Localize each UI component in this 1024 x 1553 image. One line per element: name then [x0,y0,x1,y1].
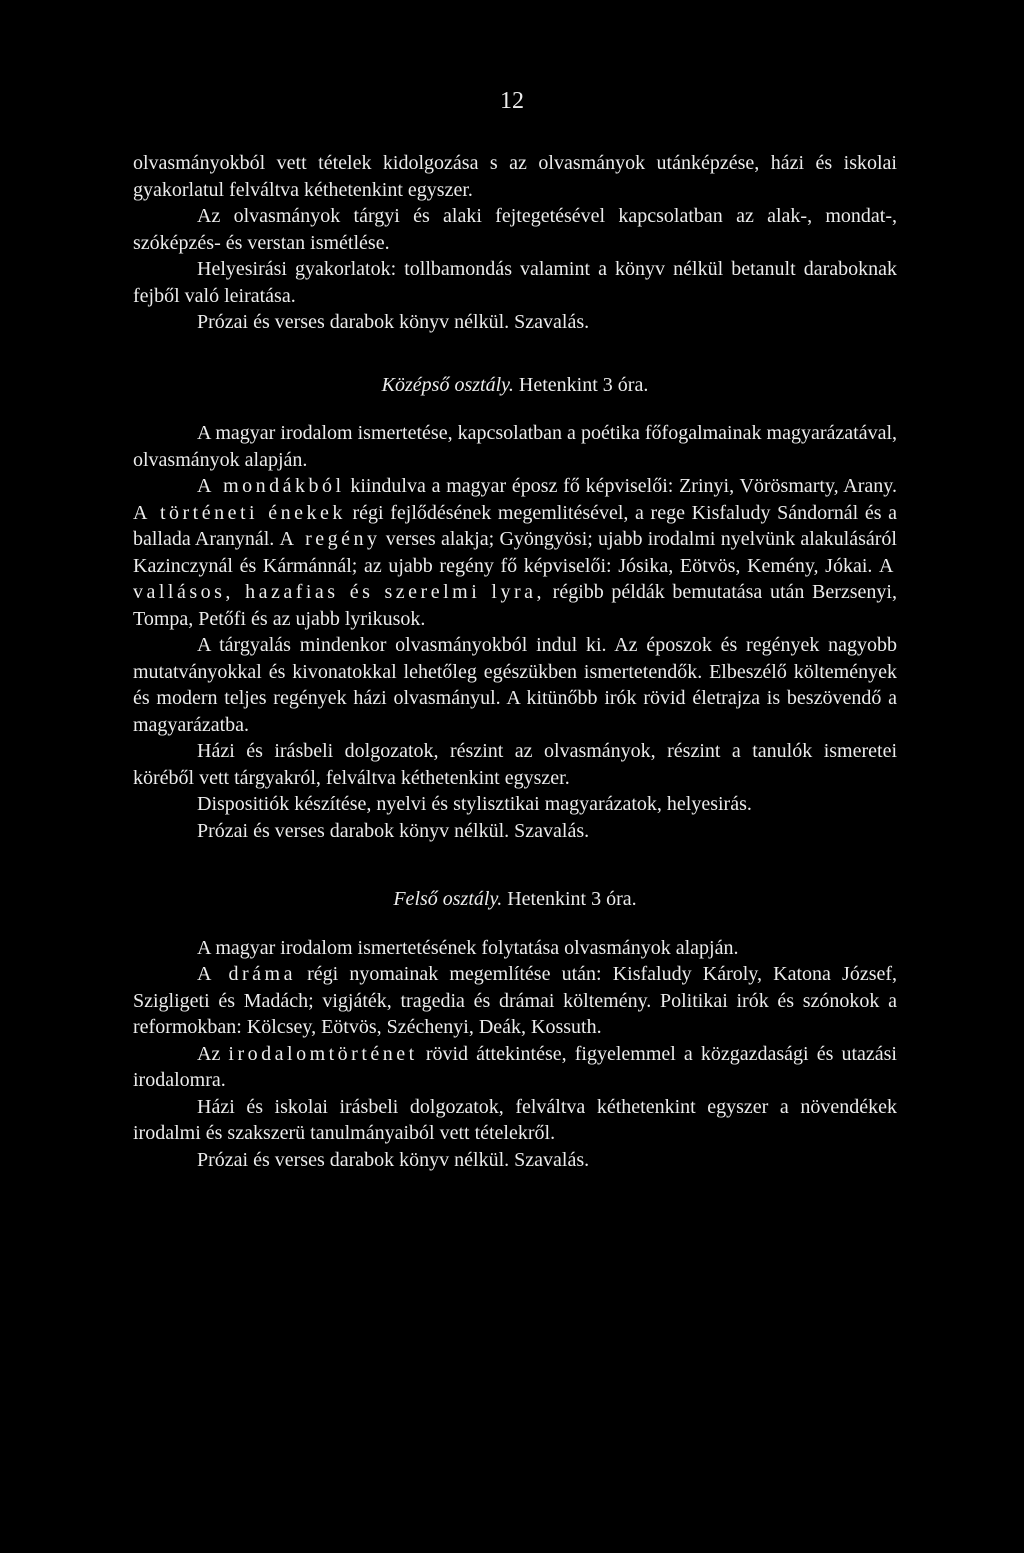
kozepso-paragraph-4: Házi és irásbeli dolgozatok, részint az olvasmányok, részint a tanulók ismeretei köréből vett tárgyakról, felváltva kéthetenkint egyszer. [133,740,897,789]
felso-paragraph-3 [133,1041,897,1094]
section-heading-kozepso-hours: Hetenkint 3 óra. [513,373,649,396]
felso-paragraph-5: Prózai és verses darabok könyv nélkül. Szavalás. [197,1148,590,1171]
intro-paragraph-3: Helyesirási gyakorlatok: tollbamondás valamint a könyv nélkül betanult daraboknak fejből való leiratása. [133,258,897,307]
section-heading-felso-hours: Hetenkint 3 óra. [502,888,637,910]
felso-emphasis-irodalomtortenet: irodalomtörténet [228,1042,418,1065]
felso-text-3-lead: Az [197,1042,229,1065]
kozepso-emphasis-lyra: A vallásos, hazafias és szerelmi lyra, [133,554,897,603]
section-heading-kozepso-italic: Középső osztály. [381,373,514,396]
kozepso-paragraph-5: Dispositiók készítése, nyelvi és stylisztikai magyarázatok, helyesirás. [197,793,752,815]
kozepso-paragraph-6: Prózai és verses darabok könyv nélkül. Szavalás. [197,819,590,842]
kozepso-paragraph-3: A tárgyalás mindenkor olvasmányokból indul ki. Az époszok és regények nagyobb mutatványokkal és kivonatokkal lehetőleg egészükben ismertetendők. Elbeszélő költemények és modern teljes regények házi olvasmányul. A kitünőbb irók rövid életrajza is beszövendő a magyarázatba. [133,634,897,736]
kozepso-emphasis-mondak: A mondákból [197,475,345,497]
kozepso-text-2d: régibb példák bemutatása után Berzsenyi, Tompa, Petőfi és az ujabb lyrikusok. [133,581,897,630]
section-heading-kozepso [133,372,897,399]
felso-text-3a: rövid áttekintése, figyelemmel a közgazdasági és utazási irodalomra. [133,1042,897,1091]
kozepso-text-2b: régi fejlődésének megemlitésével, a rege Kisfaludy Sándornál és a ballada Aranynál. [133,501,897,550]
page-number: 12 [500,88,524,114]
intro-paragraph-1: olvasmányokból vett tételek kidolgozása s az olvasmányok utánképzése, házi és iskolai gyakorlatul felváltva kéthetenkint egyszer. [133,152,897,201]
kozepso-text-2c: verses alakja; Gyöngyösi; ujabb irodalmi nyelvünk alakulásáról Kazinczynál és Kármánnál; az ujabb regény fő képviselői: Jósika, Eötvös, Kemény, Jókai. [133,528,897,577]
kozepso-text-2a: kiindulva a magyar éposz fő képviselői: Zrinyi, Vörösmarty, Arany. [344,475,897,497]
intro-paragraph-4: Prózai és verses darabok könyv nélkül. Szavalás. [197,311,590,333]
felso-paragraph-4: Házi és iskolai irásbeli dolgozatok, felváltva kéthetenkint egyszer a növendékek irodalmi és szakszerü tanulmányaiból vett tételekről. [133,1095,897,1144]
section-heading-felso [133,886,897,913]
felso-emphasis-drama: A dráma [197,963,296,985]
kozepso-paragraph-1: A magyar irodalom ismertetése, kapcsolatban a poétika főfogalmainak magyarázatával, olvasmányok alapján. [133,422,897,471]
felso-text-2a: régi nyomainak megemlítése után: Kisfaludy Károly, Katona József, Szigligeti és Madách; vigjáték, tragedia és drámai költemény. Politikai irók és szónokok a reformokban: Kölcsey, Eötvös, Széchenyi, Deák, Kossuth. [133,963,898,1038]
kozepso-emphasis-torteneti-enekek: A történeti énekek [133,501,346,524]
section-heading-felso-italic: Felső osztály. [393,888,503,910]
intro-paragraph-2: Az olvasmányok tárgyi és alaki fejtegetésével kapcsolatban az alak-, mondat-, szóképzés- és verstan ismétlése. [133,205,897,254]
felso-paragraph-1: A magyar irodalom ismertetésének folytatása olvasmányok alapján. [197,936,739,959]
kozepso-paragraph-2 [133,473,897,632]
felso-paragraph-2 [133,961,897,1041]
kozepso-emphasis-regeny: A regény [279,528,381,550]
page-text-body [133,150,897,1173]
